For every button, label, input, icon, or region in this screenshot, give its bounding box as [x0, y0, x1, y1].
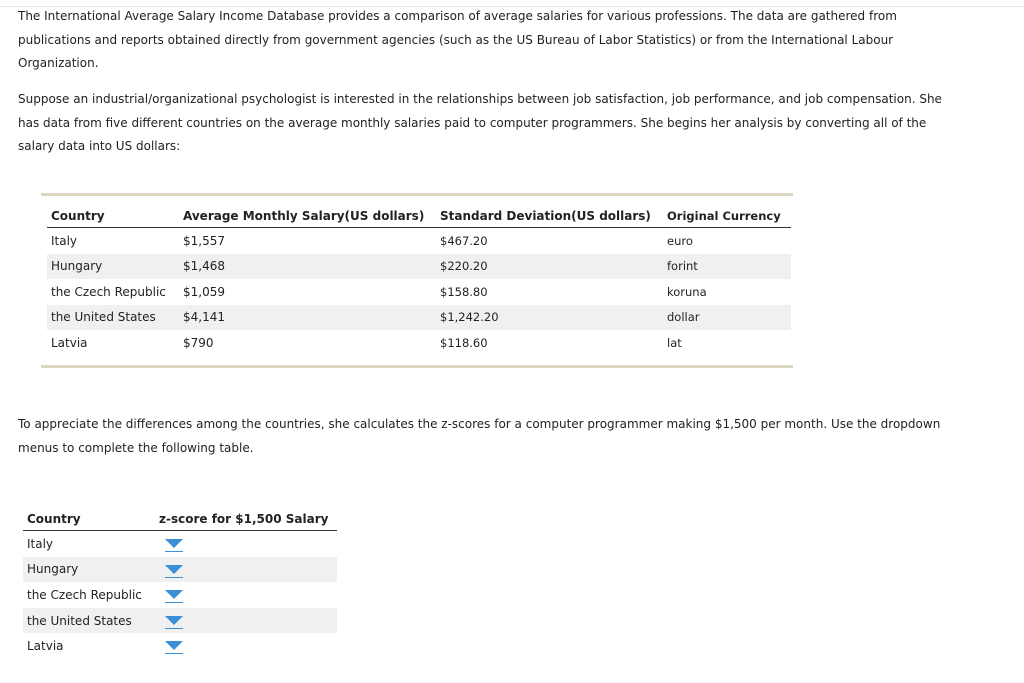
salary-cell: $790 [183, 335, 214, 350]
country-cell: the Czech Republic [27, 587, 142, 602]
table-row [47, 330, 791, 356]
intro-paragraph-2: Suppose an industrial/organizational psychologist is interested in the relationships between job satisfaction, job performance, and job compensation. She has data from five different countries on the average monthly salaries paid to computer programmers. She begins her analysis by converting all of the salary data into US dollars: [18, 92, 942, 153]
currency-cell: lat [667, 335, 682, 350]
sd-cell: $118.60 [440, 335, 488, 350]
sd-cell: $1,242.20 [436, 305, 663, 331]
z-score-cell [155, 557, 337, 583]
sd-cell: $467.20 [440, 233, 488, 248]
header-average-salary: Average Monthly Salary(US dollars) [179, 204, 436, 228]
z-score-table [23, 508, 337, 659]
salary-table-container [41, 193, 793, 368]
sd-cell: $220.20 [436, 254, 663, 280]
table-row [47, 254, 791, 280]
currency-cell: dollar [663, 305, 791, 331]
country-cell: the United States [47, 305, 179, 331]
country-cell: Hungary [23, 557, 155, 583]
dropdown-arrow-icon [165, 590, 183, 599]
currency-cell: koruna [667, 284, 707, 299]
salary-table-header-row [47, 204, 791, 228]
dropdown-arrow-icon [165, 565, 183, 574]
z-score-dropdown-italy[interactable] [163, 537, 191, 551]
header-standard-deviation: Standard Deviation(US dollars) [436, 204, 663, 228]
salary-cell: $1,059 [183, 284, 225, 299]
country-cell: the Czech Republic [51, 284, 166, 299]
table-row [47, 228, 791, 254]
currency-cell: forint [663, 254, 791, 280]
country-cell: Latvia [27, 639, 64, 654]
z-score-dropdown-czech-republic[interactable] [163, 588, 191, 602]
country-cell: Italy [51, 233, 78, 248]
salary-table [47, 204, 791, 356]
currency-cell: euro [667, 233, 693, 248]
header-country: Country [47, 204, 179, 228]
table-row [23, 531, 337, 557]
table-row [47, 279, 791, 305]
country-cell: Latvia [51, 335, 88, 350]
table-row [47, 305, 791, 331]
instructions-paragraph: To appreciate the differences among the countries, she calculates the z-scores for a computer programmer making $1,500 per month. Use the dropdown menus to complete the following table. [18, 417, 941, 455]
header-original-currency: Original Currency [663, 204, 791, 228]
z-score-dropdown-latvia[interactable] [163, 639, 191, 653]
z-score-cell [155, 531, 337, 557]
salary-cell: $4,141 [179, 305, 436, 331]
z-score-cell [155, 633, 337, 659]
salary-cell: $1,468 [179, 254, 436, 280]
dropdown-arrow-icon [165, 539, 183, 548]
z-table-header-row [23, 508, 337, 531]
z-score-cell [155, 608, 337, 634]
table-row [23, 557, 337, 583]
dropdown-arrow-icon [165, 616, 183, 625]
header-z-score: z-score for $1,500 Salary [155, 508, 337, 531]
table-row [23, 582, 337, 608]
country-cell: Hungary [47, 254, 179, 280]
table-row [23, 633, 337, 659]
sd-cell: $158.80 [440, 284, 488, 299]
table-row [23, 608, 337, 634]
z-score-cell [155, 582, 337, 608]
salary-cell: $1,557 [183, 233, 225, 248]
z-score-dropdown-united-states[interactable] [163, 614, 191, 628]
country-cell: Italy [27, 536, 54, 551]
intro-paragraph-1: The International Average Salary Income Database provides a comparison of average salaries for various professions. The data are gathered from publications and reports obtained directly from government agencies (such as the US Bureau of Labor Statistics) or from the International Labour Organization. [18, 9, 897, 70]
z-score-dropdown-hungary[interactable] [163, 563, 191, 577]
header-country: Country [23, 508, 155, 531]
dropdown-arrow-icon [165, 641, 183, 650]
country-cell: the United States [23, 608, 155, 634]
